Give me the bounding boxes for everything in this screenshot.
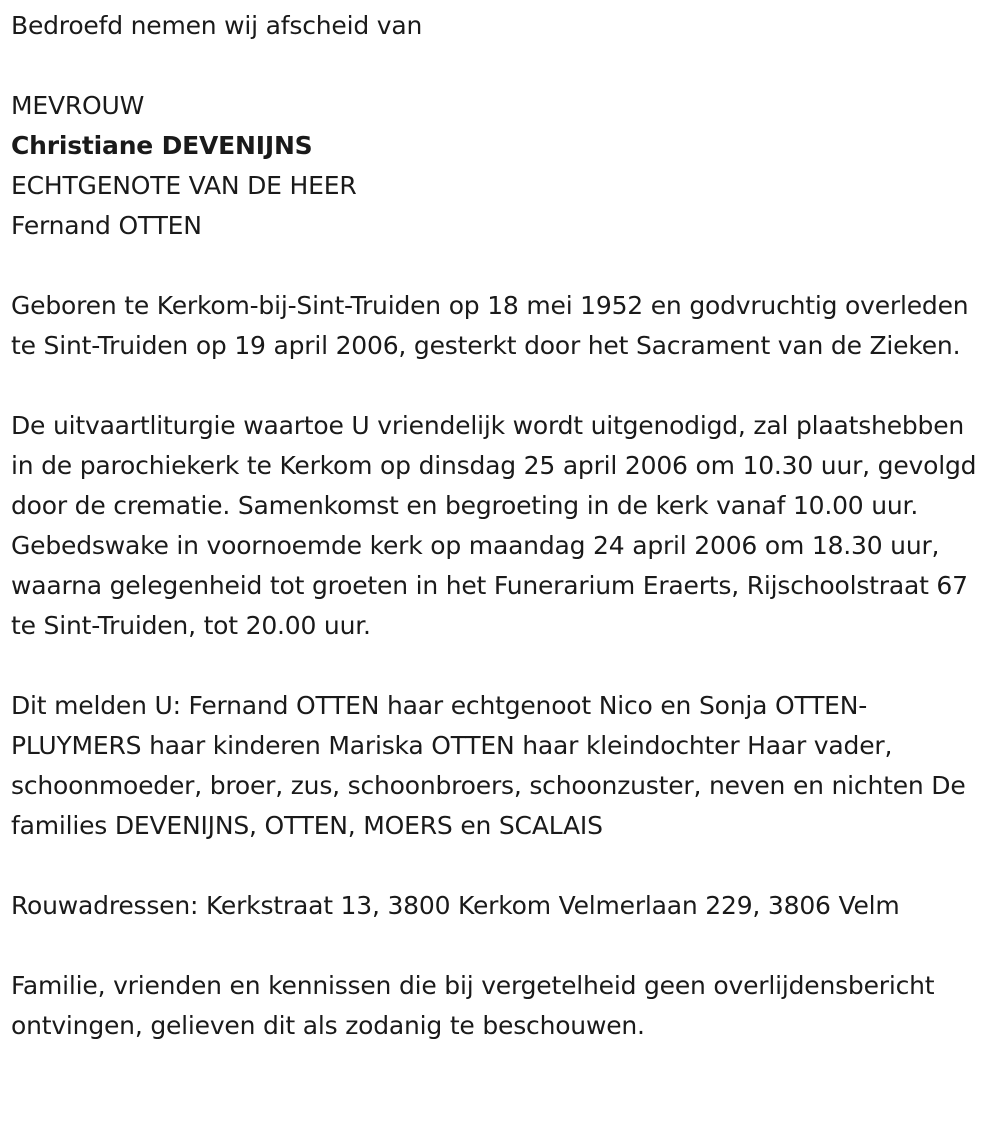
spacer [11,646,993,686]
title-line: MEVROUW [11,91,145,120]
addresses-paragraph: Rouwadressen: Kerkstraat 13, 3800 Kerkom Velmerlaan 229, 3806 Velm [11,891,900,920]
spacer [11,926,993,966]
deceased-name: Christiane DEVENIJNS [11,131,313,160]
spouse-name: Fernand OTTEN [11,211,202,240]
intro-line: Bedroefd nemen wij afscheid van [11,11,423,40]
spacer [11,46,993,86]
spacer [11,846,993,886]
spacer [11,366,993,406]
closing-paragraph: Familie, vrienden en kennissen die bij vergetelheid geen overlijdensbericht ontvingen, gelieven dit als zodanig te beschouwen. [11,971,935,1040]
obituary-notice [11,6,993,1046]
relation-line: ECHTGENOTE VAN DE HEER [11,171,357,200]
spacer [11,246,993,286]
announcers-paragraph: Dit melden U: Fernand OTTEN haar echtgenoot Nico en Sonja OTTEN-PLUYMERS haar kinderen Mariska OTTEN haar kleindochter Haar vader, schoonmoeder, broer, zus, schoonbroers, schoonzuster, neven en nichten De families DEVENIJNS, OTTEN, MOERS en SCALAIS [11,691,966,840]
funeral-paragraph: De uitvaartliturgie waartoe U vriendelijk wordt uitgenodigd, zal plaatshebben in de parochiekerk te Kerkom op dinsdag 25 april 2006 om 10.30 uur, gevolgd door de crematie. Samenkomst en begroeting in de kerk vanaf 10.00 uur. Gebedswake in voornoemde kerk op maandag 24 april 2006 om 18.30 uur, waarna gelegenheid tot groeten in het Funerarium Eraerts, Rijschoolstraat 67 te Sint-Truiden, tot 20.00 uur. [11,411,977,640]
birth-death-paragraph: Geboren te Kerkom-bij-Sint-Truiden op 18 mei 1952 en godvruchtig overleden te Sint-Truiden op 19 april 2006, gesterkt door het Sacrament van de Zieken. [11,291,969,360]
